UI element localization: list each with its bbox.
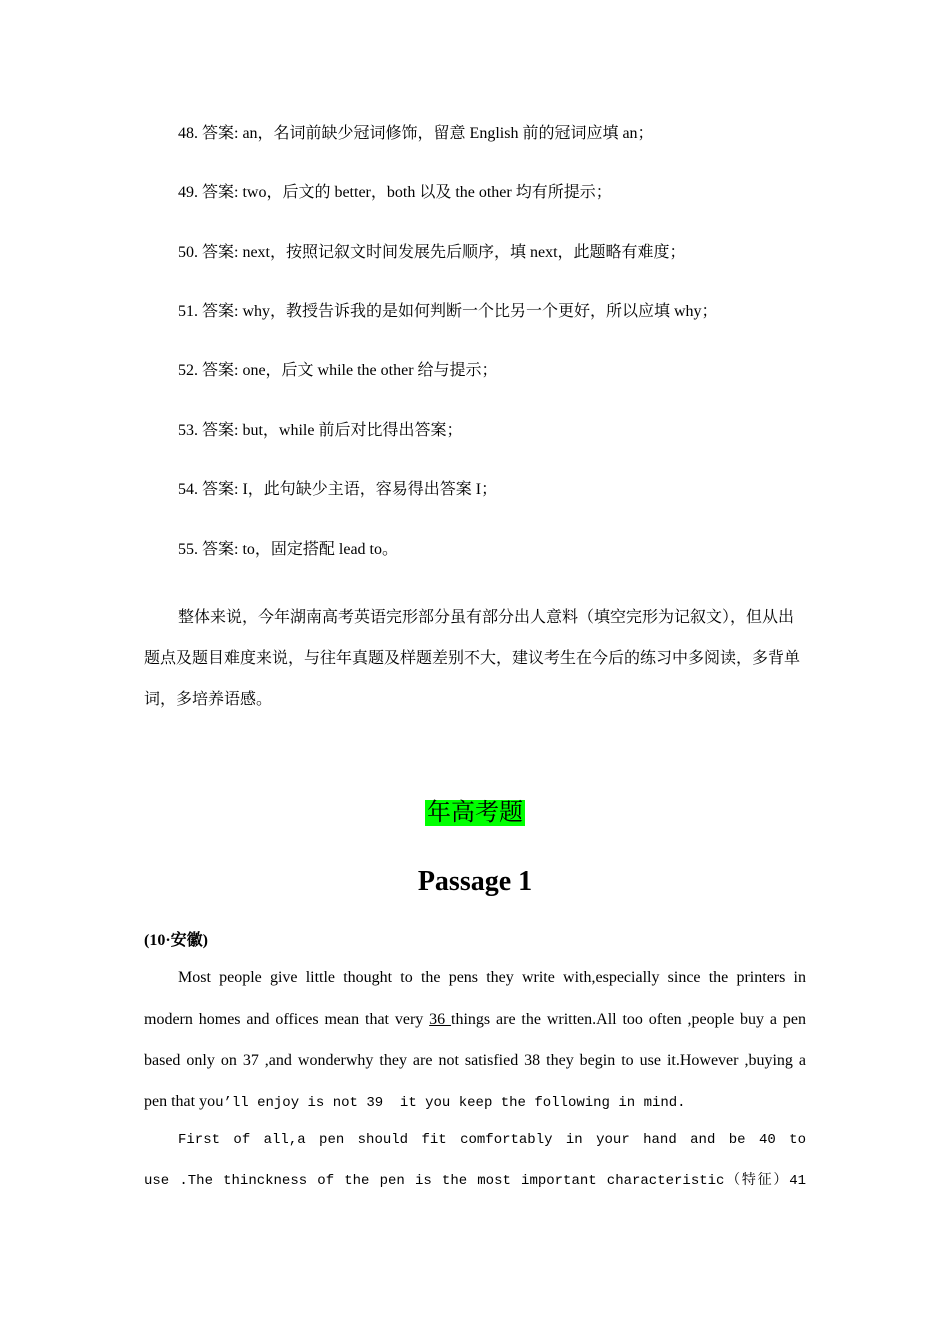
passage-line-4-a: pen that yo bbox=[144, 1093, 216, 1110]
answer-50: 50. 答案: next，按照记叙文时间发展先后顺序，填 next，此题略有难度； bbox=[178, 244, 686, 261]
answer-51: 51. 答案: why，教授告诉我的是如何判断一个比另一个更好，所以应填 why； bbox=[178, 303, 718, 320]
passage-line-2 bbox=[144, 1009, 806, 1031]
answer-53: 53. 答案: but，while 前后对比得出答案； bbox=[178, 422, 463, 439]
passage-line-5: First of all,a pen should fit comfortably in your hand and be 40 to bbox=[178, 1132, 806, 1148]
answer-52: 52. 答案: one，后文 while the other 给与提示； bbox=[178, 362, 498, 379]
blank-36: 36 bbox=[429, 1011, 452, 1028]
passage-line-2-a: modern homes and offices mean that very bbox=[144, 1011, 430, 1028]
section-heading-text: 年高考题 bbox=[427, 800, 523, 826]
passage-line-4-b: u’ll enjoy is not 39 it you keep the following in mind. bbox=[215, 1095, 686, 1111]
answer-49: 49. 答案: two，后文的 better，both 以及 the other 均有所提示； bbox=[178, 184, 612, 201]
passage-line-1: Most people give little thought to the pens they write with,especially since the printers in bbox=[178, 969, 806, 986]
passage-title: Passage 1 bbox=[417, 866, 533, 897]
summary-text: 整体来说，今年湖南高考英语完形部分虽有部分出人意料（填空完形为记叙文），但从出题点及题目难度来说，与往年真题及样题差别不大，建议考生在今后的练习中多阅读，多背单词，多培养语感。 bbox=[144, 609, 801, 708]
summary-paragraph bbox=[144, 597, 806, 720]
section-heading bbox=[0, 798, 950, 828]
answer-54: 54. 答案: I，此句缺少主语，容易得出答案 I； bbox=[178, 481, 498, 498]
passage-line-4 bbox=[144, 1091, 806, 1114]
passage-line-2-b: things are the written.All too often ,people buy a pen bbox=[451, 1011, 806, 1028]
answer-48: 48. 答案: an，名词前缺少冠词修饰，留意 English 前的冠词应填 an； bbox=[178, 125, 654, 142]
passage-line-3: based only on 37 ,and wonderwhy they are not satisfied 38 they begin to use it.However ,buying a bbox=[144, 1052, 806, 1069]
source-label: (10·安徽) bbox=[144, 932, 208, 949]
passage-line-6: use .The thinckness of the pen is the most important characteristic（特征）41 bbox=[144, 1173, 806, 1189]
answer-55: 55. 答案: to，固定搭配 lead to。 bbox=[178, 541, 398, 558]
